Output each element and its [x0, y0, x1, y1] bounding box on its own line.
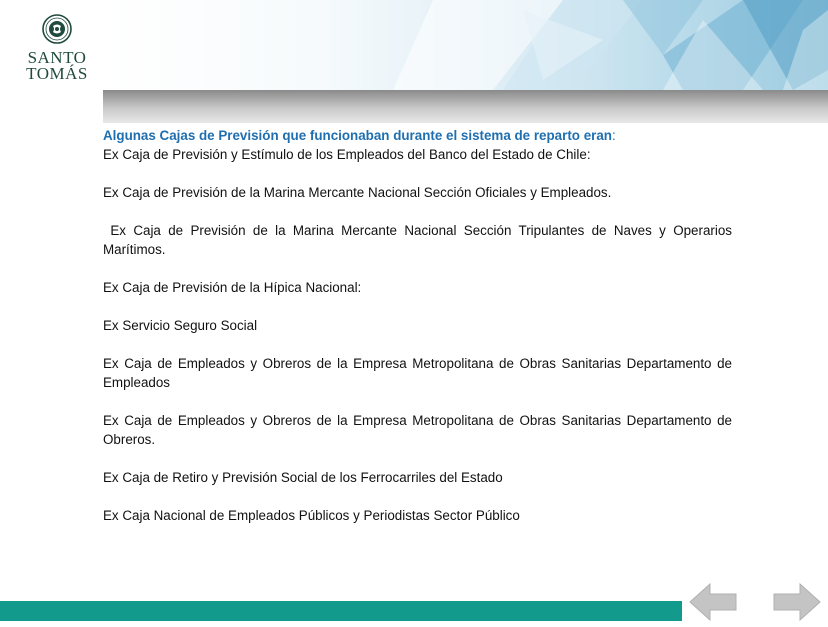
- santo-tomas-logo: [18, 14, 96, 82]
- footer-bar: [0, 601, 682, 621]
- seal-icon: [42, 14, 72, 44]
- previous-slide-button[interactable]: [688, 582, 738, 622]
- slide-content: [103, 126, 736, 525]
- list-item: Ex Caja de Previsión de la Marina Mercante Nacional Sección Oficiales y Empleados.: [103, 185, 612, 200]
- list-item: Ex Servicio Seguro Social: [103, 318, 258, 333]
- list-item: Ex Caja Nacional de Empleados Públicos y Periodistas Sector Público: [103, 508, 520, 523]
- list-item: Ex Caja de Retiro y Previsión Social de los Ferrocarriles del Estado: [103, 470, 503, 485]
- next-slide-button[interactable]: [772, 582, 822, 622]
- list-item: Ex Caja de Previsión de la Hípica Nacional:: [103, 280, 362, 295]
- logo-text-line-2: TOMÁS: [26, 64, 88, 83]
- logo-text-line-1: SANTO: [27, 48, 87, 67]
- list-item: Ex Caja de Empleados y Obreros de la Empresa Metropolitana de Obras Sanitarias Departamento de Empleados: [103, 356, 732, 390]
- arrow-left-icon: [688, 582, 738, 622]
- intro-heading: [103, 126, 732, 145]
- list-item: Ex Caja de Empleados y Obreros de la Empresa Metropolitana de Obras Sanitarias Departamento de Obreros.: [103, 413, 732, 447]
- arrow-right-icon: [772, 582, 822, 622]
- header-pattern: [103, 0, 828, 90]
- intro-colon: :: [612, 128, 616, 143]
- header-grey-bar: [103, 90, 828, 123]
- list-item: Ex Caja de Previsión y Estímulo de los Empleados del Banco del Estado de Chile:: [103, 147, 591, 162]
- list-item: Ex Caja de Previsión de la Marina Mercante Nacional Sección Tripulantes de Naves y Operarios Marítimos.: [103, 223, 736, 257]
- intro-text: Algunas Cajas de Previsión que funcionaban durante el sistema de reparto eran: [103, 128, 612, 143]
- header-decoration: [103, 0, 828, 90]
